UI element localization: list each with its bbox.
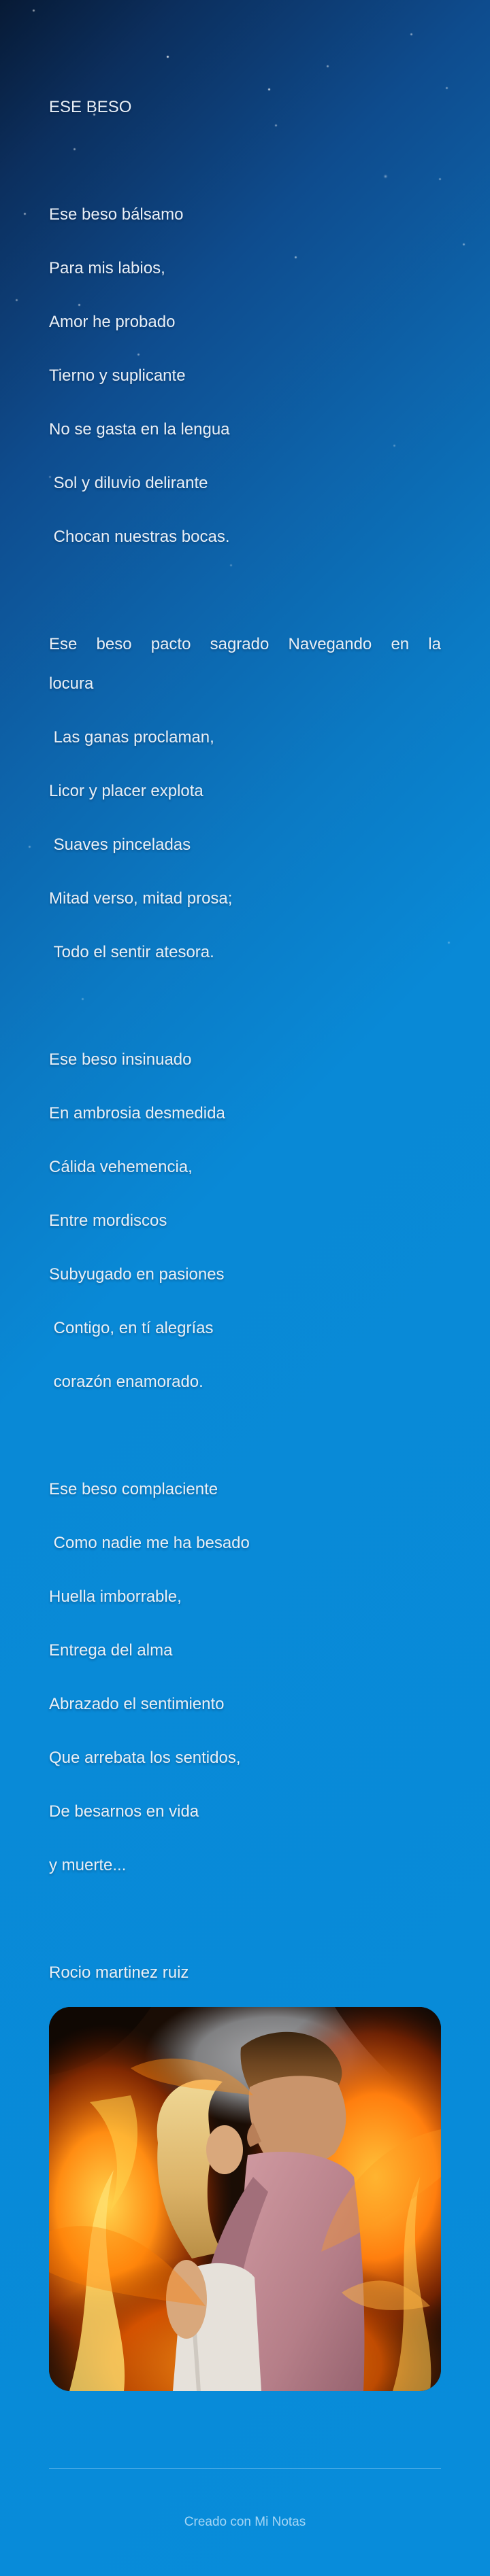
poem-line: En ambrosia desmedida xyxy=(49,1104,225,1122)
poem-lines xyxy=(49,141,441,1993)
poem-line: locura xyxy=(49,674,94,693)
author-line: Rocio martinez ruiz xyxy=(49,1963,189,1982)
couple-kissing-photo xyxy=(49,2007,441,2391)
poem-line: Licor y placer explota xyxy=(49,782,203,800)
poem-line: Ese beso pacto sagrado Navegando en la xyxy=(49,635,441,653)
poem-line: y muerte... xyxy=(49,1856,127,1874)
poem-line: Las ganas proclaman, xyxy=(49,728,214,746)
poem-line: Cálida vehemencia, xyxy=(49,1158,193,1176)
poem-line: De besarnos en vida xyxy=(49,1802,199,1821)
poem-line: Huella imborrable, xyxy=(49,1587,182,1606)
poem-line: Ese beso bálsamo xyxy=(49,205,184,224)
poem-line: Todo el sentir atesora. xyxy=(49,943,214,961)
poem-line: Entre mordiscos xyxy=(49,1212,167,1230)
poem-line: Entrega del alma xyxy=(49,1641,173,1660)
poem-line: Mitad verso, mitad prosa; xyxy=(49,889,233,908)
poem-line: Tierno y suplicante xyxy=(49,366,186,385)
poem-line: Como nadie me ha besado xyxy=(49,1534,250,1552)
poem-line: Contigo, en tí alegrías xyxy=(49,1319,214,1337)
poem-line xyxy=(49,141,441,181)
poem-line xyxy=(49,1416,441,1456)
poem-line xyxy=(49,986,441,1026)
poem-line: Para mis labios, xyxy=(49,259,165,277)
poem-line: Amor he probado xyxy=(49,313,176,331)
poem-line xyxy=(49,571,441,611)
poem-line: Suaves pinceladas xyxy=(49,836,191,854)
fire-photo-graphic xyxy=(49,2007,441,2391)
poem-line: No se gasta en la lengua xyxy=(49,420,230,439)
page-title: ESE BESO xyxy=(49,98,132,116)
poem-line: corazón enamorado. xyxy=(49,1373,203,1391)
poem-line: Ese beso complaciente xyxy=(49,1480,218,1498)
poem-line: Subyugado en pasiones xyxy=(49,1265,225,1284)
poem-line: Ese beso insinuado xyxy=(49,1050,192,1069)
poem-line: Chocan nuestras bocas. xyxy=(49,528,230,546)
poem-line xyxy=(49,1900,441,1939)
footer-divider xyxy=(49,2468,441,2469)
footer-credit: Creado con Mi Notas xyxy=(184,2515,306,2529)
poem-line: Abrazado el sentimiento xyxy=(49,1695,225,1713)
poem-line: Sol y diluvio delirante xyxy=(49,474,208,492)
poem-line: Que arrebata los sentidos, xyxy=(49,1749,241,1767)
